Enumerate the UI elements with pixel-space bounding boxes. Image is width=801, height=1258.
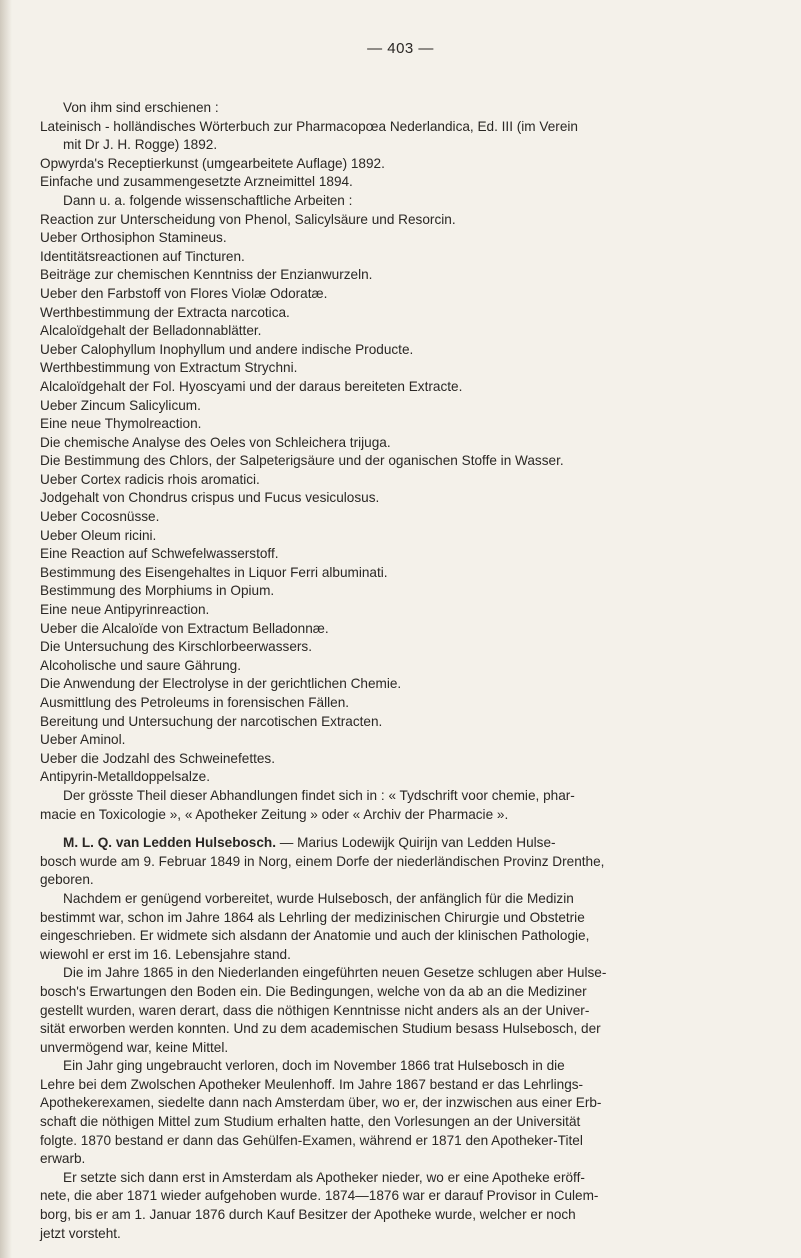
work-item: Ueber Oleum ricini. <box>40 527 157 543</box>
work-item: Ueber Cortex radicis rhois aromatici. <box>40 471 260 487</box>
work-item: Alcaloïdgehalt der Belladonnablätter. <box>40 323 262 339</box>
bio-line: bosch wurde am 9. Februar 1849 in Norg, einem Dorfe der niederländischen Provinz Drenthe, <box>40 853 605 869</box>
work-item: Bestimmung des Morphiums in Opium. <box>40 583 275 599</box>
publication-line: Einfache und zusammengesetzte Arzneimittel 1894. <box>40 174 353 190</box>
bio-name: M. L. Q. van Ledden Hulsebosch. <box>63 835 276 851</box>
bio-first-line <box>40 834 780 853</box>
work-item: Die Untersuchung des Kirschlorbeerwassers. <box>40 639 312 655</box>
work-item: Ueber den Farbstoff von Flores Violæ Odoratæ. <box>40 285 328 301</box>
bio-line: folgte. 1870 bestand er dann das Gehülfen-Examen, während er 1871 den Apotheker-Titel <box>40 1132 583 1148</box>
bio-paragraphs <box>40 853 780 1243</box>
bio-line: erwarb. <box>40 1151 86 1167</box>
work-item: Alcoholische und saure Gährung. <box>40 657 242 673</box>
work-item: Bereitung und Untersuchung der narcotischen Extracten. <box>40 713 383 729</box>
work-item: Jodgehalt von Chondrus crispus und Fucus vesiculosus. <box>40 490 380 506</box>
work-item: Ueber Zincum Salicylicum. <box>40 397 201 413</box>
work-item: Ueber die Alcaloïde von Extractum Belladonnæ. <box>40 620 329 636</box>
work-item: Identitätsreactionen auf Tincturen. <box>40 248 245 264</box>
publication-line: Opwyrda's Receptierkunst (umgearbeitete Auflage) 1892. <box>40 155 385 171</box>
bio-line: Er setzte sich dann erst in Amsterdam als Apotheker nieder, wo er eine Apotheke eröff- <box>63 1169 585 1185</box>
bio-line: geboren. <box>40 872 94 888</box>
work-item: Alcaloïdgehalt der Fol. Hyoscyami und der daraus bereiteten Extracte. <box>40 378 463 394</box>
publication-list <box>40 118 780 192</box>
bio-line: Ein Jahr ging ungebraucht verloren, doch im November 1866 trat Hulsebosch in die <box>63 1058 565 1074</box>
work-item: Ueber Orthosiphon Stamineus. <box>40 230 227 246</box>
work-item: Ueber Cocosnüsse. <box>40 509 160 525</box>
bio-line: — Marius Lodewijk Quirijn van Ledden Hulse- <box>276 835 556 851</box>
works-list <box>40 211 780 787</box>
closing-line: Der grösste Theil dieser Abhandlungen findet sich in : « Tydschrift voor chemie, phar- <box>63 787 575 803</box>
work-item: Ueber Aminol. <box>40 732 126 748</box>
work-item: Werthbestimmung von Extractum Strychni. <box>40 360 298 376</box>
bio-line: gestellt wurden, waren derart, dass die nöthigen Kenntnisse nicht anders als an der Univer- <box>40 1002 590 1018</box>
bio-line: nete, die aber 1871 wieder aufgehoben wurde. 1874—1876 war er darauf Provisor in Culem- <box>40 1188 599 1204</box>
bio-line: schaft die nöthigen Mittel zum Studium erhalten hatte, den Vorlesungen an der Universität <box>40 1114 581 1130</box>
publication-line: mit Dr J. H. Rogge) 1892. <box>63 137 218 153</box>
bio-line: Nachdem er genügend vorbereitet, wurde Hulsebosch, der anfänglich für die Medizin <box>63 890 574 906</box>
publication-line: Lateinisch - holländisches Wörterbuch zur Pharmacopœa Nederlandica, Ed. III (im Verein <box>40 118 578 134</box>
work-item: Ueber die Jodzahl des Schweinefettes. <box>40 750 276 766</box>
work-item: Beiträge zur chemischen Kenntniss der Enzianwurzeln. <box>40 267 373 283</box>
bio-line: Lehre bei dem Zwolschen Apotheker Meulenhoff. Im Jahre 1867 bestand er das Lehrlings- <box>40 1076 584 1092</box>
work-item: Werthbestimmung der Extracta narcotica. <box>40 304 290 320</box>
bio-line: unvermögend war, keine Mittel. <box>40 1039 229 1055</box>
works-intro: Dann u. a. folgende wissenschaftliche Arbeiten : <box>63 192 353 208</box>
work-item: Die Bestimmung des Chlors, der Salpeterigsäure und der oganischen Stoffe in Wasser. <box>40 453 564 469</box>
bio-line: Apothekerexamen, siedelte dann nach Amsterdam über, wo er, der inzwischen aus einer Erb- <box>40 1095 602 1111</box>
work-item: Die Anwendung der Electrolyse in der gerichtlichen Chemie. <box>40 676 402 692</box>
page-edge-shadow <box>0 0 12 1258</box>
bio-line: Die im Jahre 1865 in den Niederlanden eingeführten neuen Gesetze schlugen aber Hulse- <box>63 965 607 981</box>
bio-line: sität erworben werden konnten. Und zu dem academischen Studium besass Hulsebosch, der <box>40 1021 601 1037</box>
closing-paragraph <box>40 787 780 824</box>
work-item: Eine neue Thymolreaction. <box>40 416 202 432</box>
page-content <box>40 99 780 1243</box>
biography <box>40 834 780 1243</box>
bio-line: borg, bis er am 1. Januar 1876 durch Kauf Besitzer der Apotheke wurde, welcher er noch <box>40 1207 576 1223</box>
work-item: Bestimmung des Eisengehaltes in Liquor Ferri albuminati. <box>40 564 388 580</box>
bio-line: eingeschrieben. Er widmete sich alsdann der Anatomie und auch der klinischen Pathologie, <box>40 928 590 944</box>
work-item: Ueber Calophyllum Inophyllum und andere indische Producte. <box>40 341 414 357</box>
page-number: — 403 — <box>367 40 434 57</box>
work-item: Ausmittlung des Petroleums in forensischen Fällen. <box>40 695 350 710</box>
bio-line: bestimmt war, schon im Jahre 1864 als Lehrling der medizinischen Chirurgie und Obstetrie <box>40 909 585 925</box>
work-item: Eine neue Antipyrinreaction. <box>40 602 210 618</box>
work-item: Eine Reaction auf Schwefelwasserstoff. <box>40 546 279 562</box>
bio-line: jetzt vorsteht. <box>40 1225 121 1241</box>
work-item: Reaction zur Unterscheidung von Phenol, Salicylsäure und Resorcin. <box>40 211 456 227</box>
closing-line: macie en Toxicologie », « Apotheker Zeitung » oder « Archiv der Pharmacie ». <box>40 806 509 822</box>
work-item: Antipyrin-Metalldoppelsalze. <box>40 769 211 785</box>
bio-line: wiewohl er erst im 16. Lebensjahre stand. <box>40 946 291 962</box>
work-item: Die chemische Analyse des Oeles von Schleichera trijuga. <box>40 434 391 450</box>
bio-line: bosch's Erwartungen den Boden ein. Die Bedingungen, welche von da ab an die Mediziner <box>40 983 587 999</box>
intro-line: Von ihm sind erschienen : <box>63 100 219 115</box>
